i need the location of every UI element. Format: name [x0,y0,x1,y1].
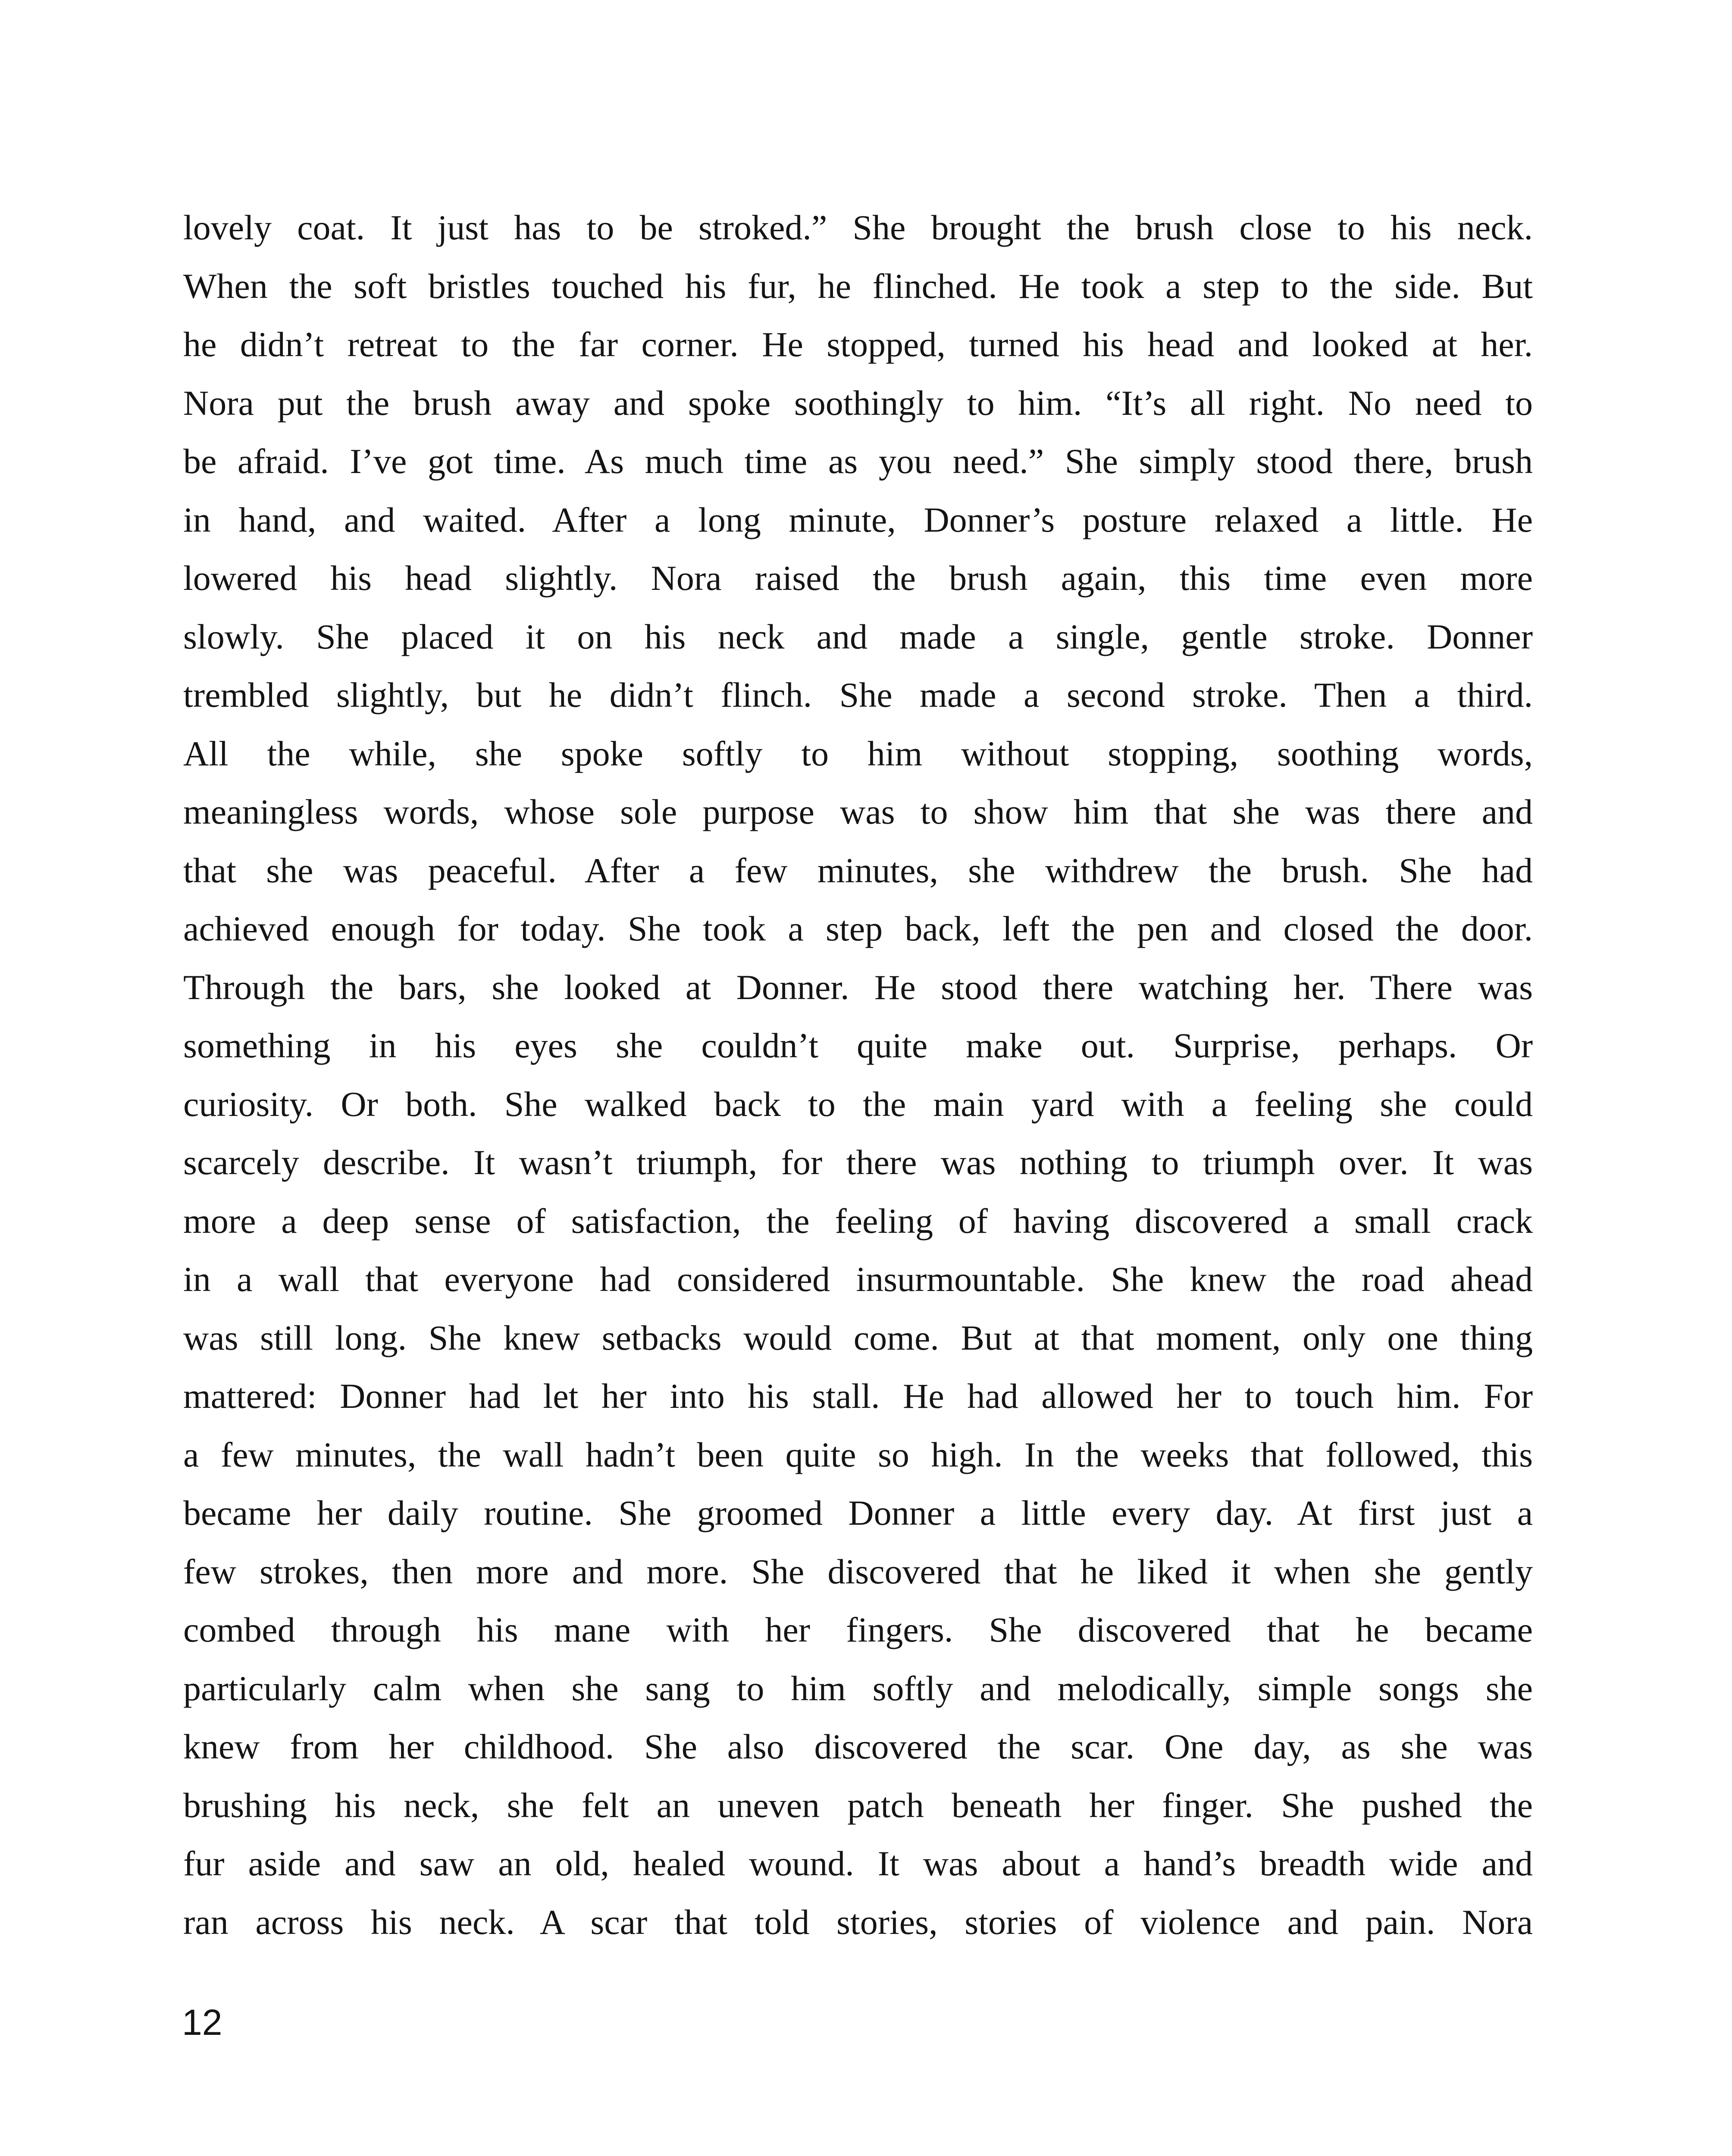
text-line: Through the bars, she looked at Donner. He stood there watching her. There was [183,967,1533,1007]
text-line: curiosity. Or both. She walked back to the main yard with a feeling she could [183,1084,1533,1124]
text-line: brushing his neck, she felt an uneven patch beneath her finger. She pushed the [183,1785,1533,1825]
body-text [183,198,1533,1951]
text-line: few strokes, then more and more. She discovered that he liked it when she gently [183,1551,1533,1591]
text-line: something in his eyes she couldn’t quite make out. Surprise, perhaps. Or [183,1026,1533,1065]
text-line: trembled slightly, but he didn’t flinch. She made a second stroke. Then a third. [183,675,1533,714]
text-line: in hand, and waited. After a long minute, Donner’s posture relaxed a little. He [183,500,1533,539]
page-number: 12 [182,2002,222,2043]
text-line: lovely coat. It just has to be stroked.” She brought the brush close to his neck. [183,208,1533,247]
text-line: scarcely describe. It wasn’t triumph, for there was nothing to triumph over. It was [183,1143,1533,1182]
text-line: that she was peaceful. After a few minutes, she withdrew the brush. She had [183,850,1533,890]
text-line: be afraid. I’ve got time. As much time as you need.” She simply stood there, brush [183,442,1533,481]
text-line: became her daily routine. She groomed Donner a little every day. At first just a [183,1493,1533,1532]
text-line: fur aside and saw an old, healed wound. It was about a hand’s breadth wide and [183,1844,1533,1883]
text-line: When the soft bristles touched his fur, he flinched. He took a step to the side. But [183,266,1533,306]
text-line: a few minutes, the wall hadn’t been quite so high. In the weeks that followed, this [183,1435,1533,1474]
text-line: particularly calm when she sang to him softly and melodically, simple songs she [183,1668,1533,1708]
text-line: knew from her childhood. She also discovered the scar. One day, as she was [183,1727,1533,1766]
text-line: All the while, she spoke softly to him without stopping, soothing words, [183,733,1533,773]
text-line: achieved enough for today. She took a step back, left the pen and closed the door. [183,909,1533,948]
text-line: more a deep sense of satisfaction, the feeling of having discovered a small crack [183,1201,1533,1241]
text-line: meaningless words, whose sole purpose was to show him that she was there and [183,792,1533,831]
text-line: lowered his head slightly. Nora raised the brush again, this time even more [183,558,1533,598]
text-line: Nora put the brush away and spoke soothingly to him. “It’s all right. No need to [183,383,1533,423]
text-line: in a wall that everyone had considered insurmountable. She knew the road ahead [183,1260,1533,1299]
text-line: was still long. She knew setbacks would come. But at that moment, only one thing [183,1318,1533,1357]
text-line: he didn’t retreat to the far corner. He stopped, turned his head and looked at her. [183,325,1533,364]
text-line: combed through his mane with her fingers. She discovered that he became [183,1610,1533,1649]
text-line: ran across his neck. A scar that told stories, stories of violence and pain. Nora [183,1902,1533,1942]
text-line: mattered: Donner had let her into his stall. He had allowed her to touch him. For [183,1376,1533,1416]
text-line: slowly. She placed it on his neck and made a single, gentle stroke. Donner [183,617,1533,656]
